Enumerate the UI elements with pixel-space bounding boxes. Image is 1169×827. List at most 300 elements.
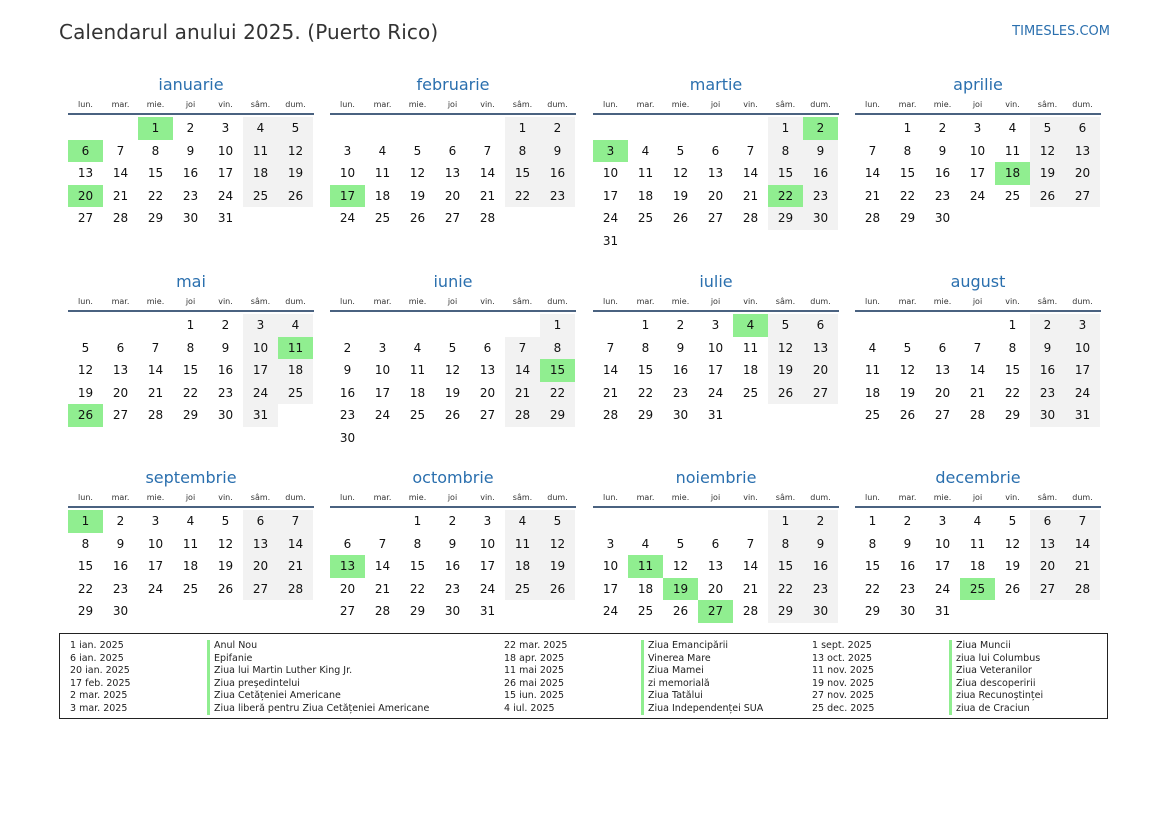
weekday-label: sâm.: [1037, 493, 1058, 502]
day-cell: 13: [112, 363, 129, 377]
day-cell: 12: [1004, 536, 1021, 551]
weekday-label: mar.: [898, 297, 917, 306]
holiday-row: [812, 690, 1043, 703]
site-link[interactable]: TIMESLES.COM: [1012, 24, 1110, 39]
day-cell: 24: [479, 581, 496, 596]
day-cell: 17: [374, 385, 391, 400]
holiday-name: Ziua lui Martin Luther King Jr.: [207, 665, 352, 678]
day-cell: 23: [934, 188, 951, 203]
day-cell: 28: [1065, 578, 1100, 601]
holiday-column: [70, 640, 429, 715]
day-cell: 6: [448, 143, 457, 158]
holiday-date: 15 iun. 2025: [504, 690, 565, 701]
holiday-date: 22 mar. 2025: [504, 640, 568, 651]
holiday-row: [504, 678, 763, 691]
day-cell: 13: [1065, 140, 1100, 163]
day-cell: 3: [483, 514, 492, 528]
day-cell: 9: [448, 536, 457, 551]
day-cell: 25: [243, 185, 278, 208]
day-cell: 20: [444, 188, 461, 203]
empty-cell: [103, 314, 138, 337]
month-name: februarie: [416, 75, 490, 94]
weekday-header: [855, 295, 1101, 312]
day-cell: 3: [151, 514, 160, 528]
weekday-label: sâm.: [512, 493, 533, 502]
day-cell: 29: [540, 404, 575, 427]
day-cell: 30: [899, 604, 916, 618]
weekday-label: mar.: [111, 493, 130, 502]
weekday-label: sâm.: [250, 493, 271, 502]
day-cell: 31: [1065, 404, 1100, 427]
day-cell: 18: [409, 385, 426, 400]
empty-cell: [855, 117, 890, 140]
days-grid: [855, 117, 1101, 230]
day-cell: 6: [1030, 510, 1065, 533]
empty-cell: [400, 314, 435, 337]
weekday-label: joi: [447, 493, 458, 502]
holiday-date: 26 mai 2025: [504, 677, 565, 689]
weekday-label: vin.: [1005, 493, 1020, 502]
holiday-row: [70, 665, 429, 678]
day-cell: 15: [864, 559, 881, 573]
holiday-day-cell: 20: [68, 185, 103, 208]
day-cell: 28: [147, 408, 164, 422]
holiday-day-cell: 1: [68, 510, 103, 533]
days-grid: [68, 314, 314, 427]
day-cell: 16: [1030, 359, 1065, 382]
holiday-date: 13 oct. 2025: [812, 652, 873, 664]
day-cell: 15: [768, 555, 803, 578]
day-cell: 7: [746, 143, 755, 158]
day-cell: 13: [803, 337, 838, 360]
days-grid: [593, 314, 839, 427]
day-cell: 10: [602, 166, 619, 180]
day-cell: 11: [637, 166, 654, 180]
day-cell: 8: [151, 143, 160, 158]
holiday-name: Vinerea Mare: [641, 653, 711, 666]
day-cell: 21: [602, 385, 619, 400]
empty-cell: [68, 117, 103, 140]
day-cell: 16: [112, 559, 129, 573]
days-grid: [855, 510, 1101, 623]
weekday-label: vin.: [480, 297, 495, 306]
day-cell: 4: [868, 340, 877, 355]
day-cell: 25: [505, 578, 540, 601]
holiday-row: [70, 678, 429, 691]
weekday-label: mie.: [933, 297, 952, 306]
day-cell: 10: [147, 536, 164, 551]
day-cell: 26: [1030, 185, 1065, 208]
day-cell: 24: [217, 188, 234, 203]
day-cell: 5: [903, 340, 912, 355]
weekday-label: sâm.: [512, 100, 533, 109]
days-grid: [330, 117, 576, 230]
day-cell: 24: [707, 385, 724, 400]
day-cell: 3: [378, 340, 387, 355]
day-cell: 29: [899, 211, 916, 225]
day-cell: 27: [1065, 185, 1100, 208]
day-cell: 20: [112, 385, 129, 400]
days-grid: [330, 510, 576, 623]
day-cell: 25: [742, 385, 759, 400]
weekday-label: mie.: [671, 100, 690, 109]
empty-cell: [505, 314, 540, 337]
day-cell: 30: [112, 604, 129, 618]
empty-cell: [68, 314, 103, 337]
weekday-label: dum.: [1072, 493, 1093, 502]
day-cell: 11: [243, 140, 278, 163]
day-cell: 4: [505, 510, 540, 533]
holiday-day-cell: 15: [540, 359, 575, 382]
empty-cell: [698, 510, 733, 533]
day-cell: 20: [1030, 555, 1065, 578]
day-cell: 8: [540, 337, 575, 360]
day-cell: 23: [1030, 382, 1065, 405]
weekday-label: lun.: [603, 297, 618, 306]
day-cell: 9: [186, 143, 195, 158]
day-cell: 14: [505, 359, 540, 382]
day-cell: 3: [711, 318, 720, 332]
day-cell: 20: [1065, 162, 1100, 185]
weekday-label: lun.: [865, 493, 880, 502]
day-cell: 22: [77, 581, 94, 596]
empty-cell: [733, 510, 768, 533]
day-cell: 4: [186, 514, 195, 528]
weekday-label: joi: [185, 297, 196, 306]
empty-cell: [435, 314, 470, 337]
day-cell: 26: [672, 211, 689, 225]
holiday-name: Ziua Cetățeniei Americane: [207, 690, 341, 703]
holiday-day-cell: 1: [138, 117, 173, 140]
day-cell: 19: [540, 555, 575, 578]
day-cell: 16: [444, 559, 461, 573]
day-cell: 25: [278, 382, 313, 405]
day-cell: 24: [1065, 382, 1100, 405]
day-cell: 12: [1030, 140, 1065, 163]
day-cell: 8: [768, 140, 803, 163]
holiday-name: Ziua Independenței SUA: [641, 703, 763, 716]
month-decembrie: [855, 468, 1101, 623]
empty-cell: [330, 510, 365, 533]
day-cell: 21: [479, 188, 496, 203]
day-cell: 7: [151, 340, 160, 355]
day-cell: 5: [768, 314, 803, 337]
day-cell: 26: [1004, 581, 1021, 596]
month-name: august: [950, 272, 1006, 291]
day-cell: 21: [505, 382, 540, 405]
day-cell: 18: [505, 555, 540, 578]
weekday-label: joi: [972, 493, 983, 502]
day-cell: 10: [969, 143, 986, 158]
day-cell: 19: [1004, 559, 1021, 573]
month-name: decembrie: [935, 468, 1021, 487]
day-cell: 28: [505, 404, 540, 427]
empty-cell: [663, 117, 698, 140]
holiday-name: ziua de Craciun: [949, 703, 1030, 716]
day-cell: 6: [1065, 117, 1100, 140]
day-cell: 2: [116, 514, 125, 528]
day-cell: 6: [343, 536, 352, 551]
day-cell: 13: [77, 166, 94, 180]
month-name: mai: [176, 272, 206, 291]
day-cell: 28: [479, 211, 496, 225]
day-cell: 17: [147, 559, 164, 573]
day-cell: 24: [243, 382, 278, 405]
day-cell: 1: [540, 314, 575, 337]
weekday-header: [330, 491, 576, 508]
day-cell: 4: [378, 143, 387, 158]
month-name: octombrie: [412, 468, 494, 487]
day-cell: 7: [116, 143, 125, 158]
weekday-label: vin.: [1005, 100, 1020, 109]
day-cell: 13: [444, 166, 461, 180]
day-cell: 6: [483, 340, 492, 355]
day-cell: 22: [637, 385, 654, 400]
empty-cell: [470, 314, 505, 337]
day-cell: 12: [217, 536, 234, 551]
day-cell: 22: [147, 188, 164, 203]
day-cell: 11: [182, 536, 199, 551]
empty-cell: [698, 117, 733, 140]
day-cell: 7: [606, 340, 615, 355]
day-cell: 16: [339, 385, 356, 400]
day-cell: 12: [77, 363, 94, 377]
empty-cell: [733, 117, 768, 140]
day-cell: 26: [672, 604, 689, 618]
days-grid: [330, 314, 576, 449]
weekday-header: [855, 491, 1101, 508]
day-cell: 27: [934, 408, 951, 422]
weekday-label: mie.: [933, 493, 952, 502]
day-cell: 2: [676, 318, 685, 332]
day-cell: 6: [711, 143, 720, 158]
day-cell: 11: [969, 536, 986, 551]
weekday-label: joi: [447, 100, 458, 109]
weekday-label: vin.: [480, 493, 495, 502]
day-cell: 19: [409, 188, 426, 203]
day-cell: 24: [602, 211, 619, 225]
day-cell: 24: [147, 581, 164, 596]
day-cell: 23: [803, 578, 838, 601]
holiday-date: 1 ian. 2025: [70, 640, 124, 651]
day-cell: 19: [899, 385, 916, 400]
day-cell: 1: [1008, 318, 1017, 332]
weekday-label: vin.: [480, 100, 495, 109]
holiday-name: Ziua Veteranilor: [949, 665, 1032, 678]
empty-cell: [960, 314, 995, 337]
day-cell: 15: [899, 166, 916, 180]
day-cell: 7: [746, 536, 755, 551]
weekday-label: sâm.: [775, 297, 796, 306]
weekday-label: mar.: [373, 297, 392, 306]
day-cell: 20: [479, 385, 496, 400]
page-title: Calendarul anului 2025. (Puerto Rico): [59, 20, 439, 44]
empty-cell: [470, 117, 505, 140]
day-cell: 6: [116, 340, 125, 355]
day-cell: 21: [1065, 555, 1100, 578]
day-cell: 23: [182, 188, 199, 203]
day-cell: 17: [479, 559, 496, 573]
holiday-day-cell: 11: [278, 337, 313, 360]
day-cell: 20: [243, 555, 278, 578]
empty-cell: [365, 117, 400, 140]
weekday-label: lun.: [78, 493, 93, 502]
weekday-label: mie.: [146, 100, 165, 109]
holiday-day-cell: 19: [663, 578, 698, 601]
weekday-label: dum.: [547, 493, 568, 502]
weekday-header: [855, 98, 1101, 115]
day-cell: 30: [444, 604, 461, 618]
day-cell: 21: [278, 555, 313, 578]
weekday-label: lun.: [78, 297, 93, 306]
day-cell: 27: [77, 211, 94, 225]
weekday-label: mie.: [408, 297, 427, 306]
holiday-date: 25 dec. 2025: [812, 702, 875, 714]
day-cell: 23: [112, 581, 129, 596]
day-cell: 9: [676, 340, 685, 355]
weekday-label: vin.: [743, 297, 758, 306]
weekday-label: mar.: [636, 493, 655, 502]
holiday-date: 17 feb. 2025: [70, 677, 131, 689]
holiday-row: [70, 653, 429, 666]
day-cell: 4: [243, 117, 278, 140]
holiday-name: Ziua președintelui: [207, 678, 300, 691]
holiday-column: [504, 640, 763, 715]
day-cell: 24: [934, 581, 951, 596]
day-cell: 17: [707, 363, 724, 377]
day-cell: 10: [602, 559, 619, 573]
day-cell: 27: [1030, 578, 1065, 601]
day-cell: 5: [540, 510, 575, 533]
day-cell: 5: [81, 340, 90, 355]
day-cell: 8: [186, 340, 195, 355]
day-cell: 16: [934, 166, 951, 180]
holiday-row: [70, 640, 429, 653]
empty-cell: [365, 510, 400, 533]
month-februarie: [330, 75, 576, 230]
day-cell: 17: [602, 188, 619, 203]
month-iulie: [593, 272, 839, 427]
day-cell: 4: [973, 514, 982, 528]
holiday-list: [59, 633, 1108, 719]
day-cell: 10: [707, 340, 724, 355]
empty-cell: [138, 314, 173, 337]
holiday-name: Ziua Emancipării: [641, 640, 728, 653]
day-cell: 25: [409, 408, 426, 422]
day-cell: 11: [374, 166, 391, 180]
holiday-day-cell: 11: [628, 555, 663, 578]
day-cell: 20: [803, 359, 838, 382]
day-cell: 22: [768, 578, 803, 601]
day-cell: 24: [602, 604, 619, 618]
days-grid: [68, 117, 314, 230]
day-cell: 18: [243, 162, 278, 185]
day-cell: 12: [409, 166, 426, 180]
day-cell: 22: [899, 188, 916, 203]
day-cell: 30: [217, 408, 234, 422]
day-cell: 10: [934, 536, 951, 551]
day-cell: 25: [182, 581, 199, 596]
weekday-label: sâm.: [1037, 297, 1058, 306]
day-cell: 29: [637, 408, 654, 422]
day-cell: 20: [339, 581, 356, 596]
weekday-header: [593, 98, 839, 115]
empty-cell: [890, 314, 925, 337]
day-cell: 26: [899, 408, 916, 422]
holiday-date: 19 nov. 2025: [812, 677, 875, 689]
holiday-day-cell: 17: [330, 185, 365, 208]
weekday-label: dum.: [547, 297, 568, 306]
day-cell: 16: [540, 162, 575, 185]
day-cell: 12: [540, 533, 575, 556]
day-cell: 25: [637, 211, 654, 225]
day-cell: 11: [409, 363, 426, 377]
weekday-label: mar.: [636, 100, 655, 109]
weekday-label: vin.: [743, 100, 758, 109]
day-cell: 13: [243, 533, 278, 556]
holiday-day-cell: 18: [995, 162, 1030, 185]
day-cell: 15: [77, 559, 94, 573]
holiday-name: zi memorială: [641, 678, 710, 691]
month-ianuarie: [68, 75, 314, 230]
weekday-label: mar.: [636, 297, 655, 306]
day-cell: 25: [374, 211, 391, 225]
holiday-row: [812, 653, 1043, 666]
day-cell: 18: [374, 188, 391, 203]
day-cell: 5: [676, 536, 685, 551]
month-septembrie: [68, 468, 314, 623]
day-cell: 3: [1065, 314, 1100, 337]
day-cell: 9: [1030, 337, 1065, 360]
weekday-label: sâm.: [1037, 100, 1058, 109]
weekday-label: mie.: [146, 297, 165, 306]
month-name: septembrie: [145, 468, 237, 487]
day-cell: 6: [803, 314, 838, 337]
weekday-label: joi: [972, 297, 983, 306]
weekday-label: vin.: [743, 493, 758, 502]
day-cell: 11: [505, 533, 540, 556]
day-cell: 18: [278, 359, 313, 382]
day-cell: 2: [448, 514, 457, 528]
weekday-label: mar.: [111, 100, 130, 109]
day-cell: 6: [938, 340, 947, 355]
day-cell: 30: [803, 600, 838, 623]
weekday-label: dum.: [1072, 297, 1093, 306]
weekday-header: [593, 295, 839, 312]
day-cell: 30: [803, 207, 838, 230]
weekday-label: vin.: [218, 493, 233, 502]
day-cell: 29: [768, 207, 803, 230]
day-cell: 17: [969, 166, 986, 180]
weekday-label: vin.: [1005, 297, 1020, 306]
day-cell: 21: [374, 581, 391, 596]
day-cell: 7: [973, 340, 982, 355]
day-cell: 27: [112, 408, 129, 422]
day-cell: 21: [742, 188, 759, 203]
day-cell: 4: [641, 536, 650, 551]
weekday-label: lun.: [340, 100, 355, 109]
day-cell: 6: [711, 536, 720, 551]
day-cell: 1: [413, 514, 422, 528]
day-cell: 24: [969, 188, 986, 203]
month-martie: [593, 75, 839, 252]
day-cell: 2: [938, 121, 947, 135]
day-cell: 9: [938, 143, 947, 158]
day-cell: 30: [1030, 404, 1065, 427]
day-cell: 2: [1030, 314, 1065, 337]
day-cell: 3: [243, 314, 278, 337]
day-cell: 22: [505, 185, 540, 208]
